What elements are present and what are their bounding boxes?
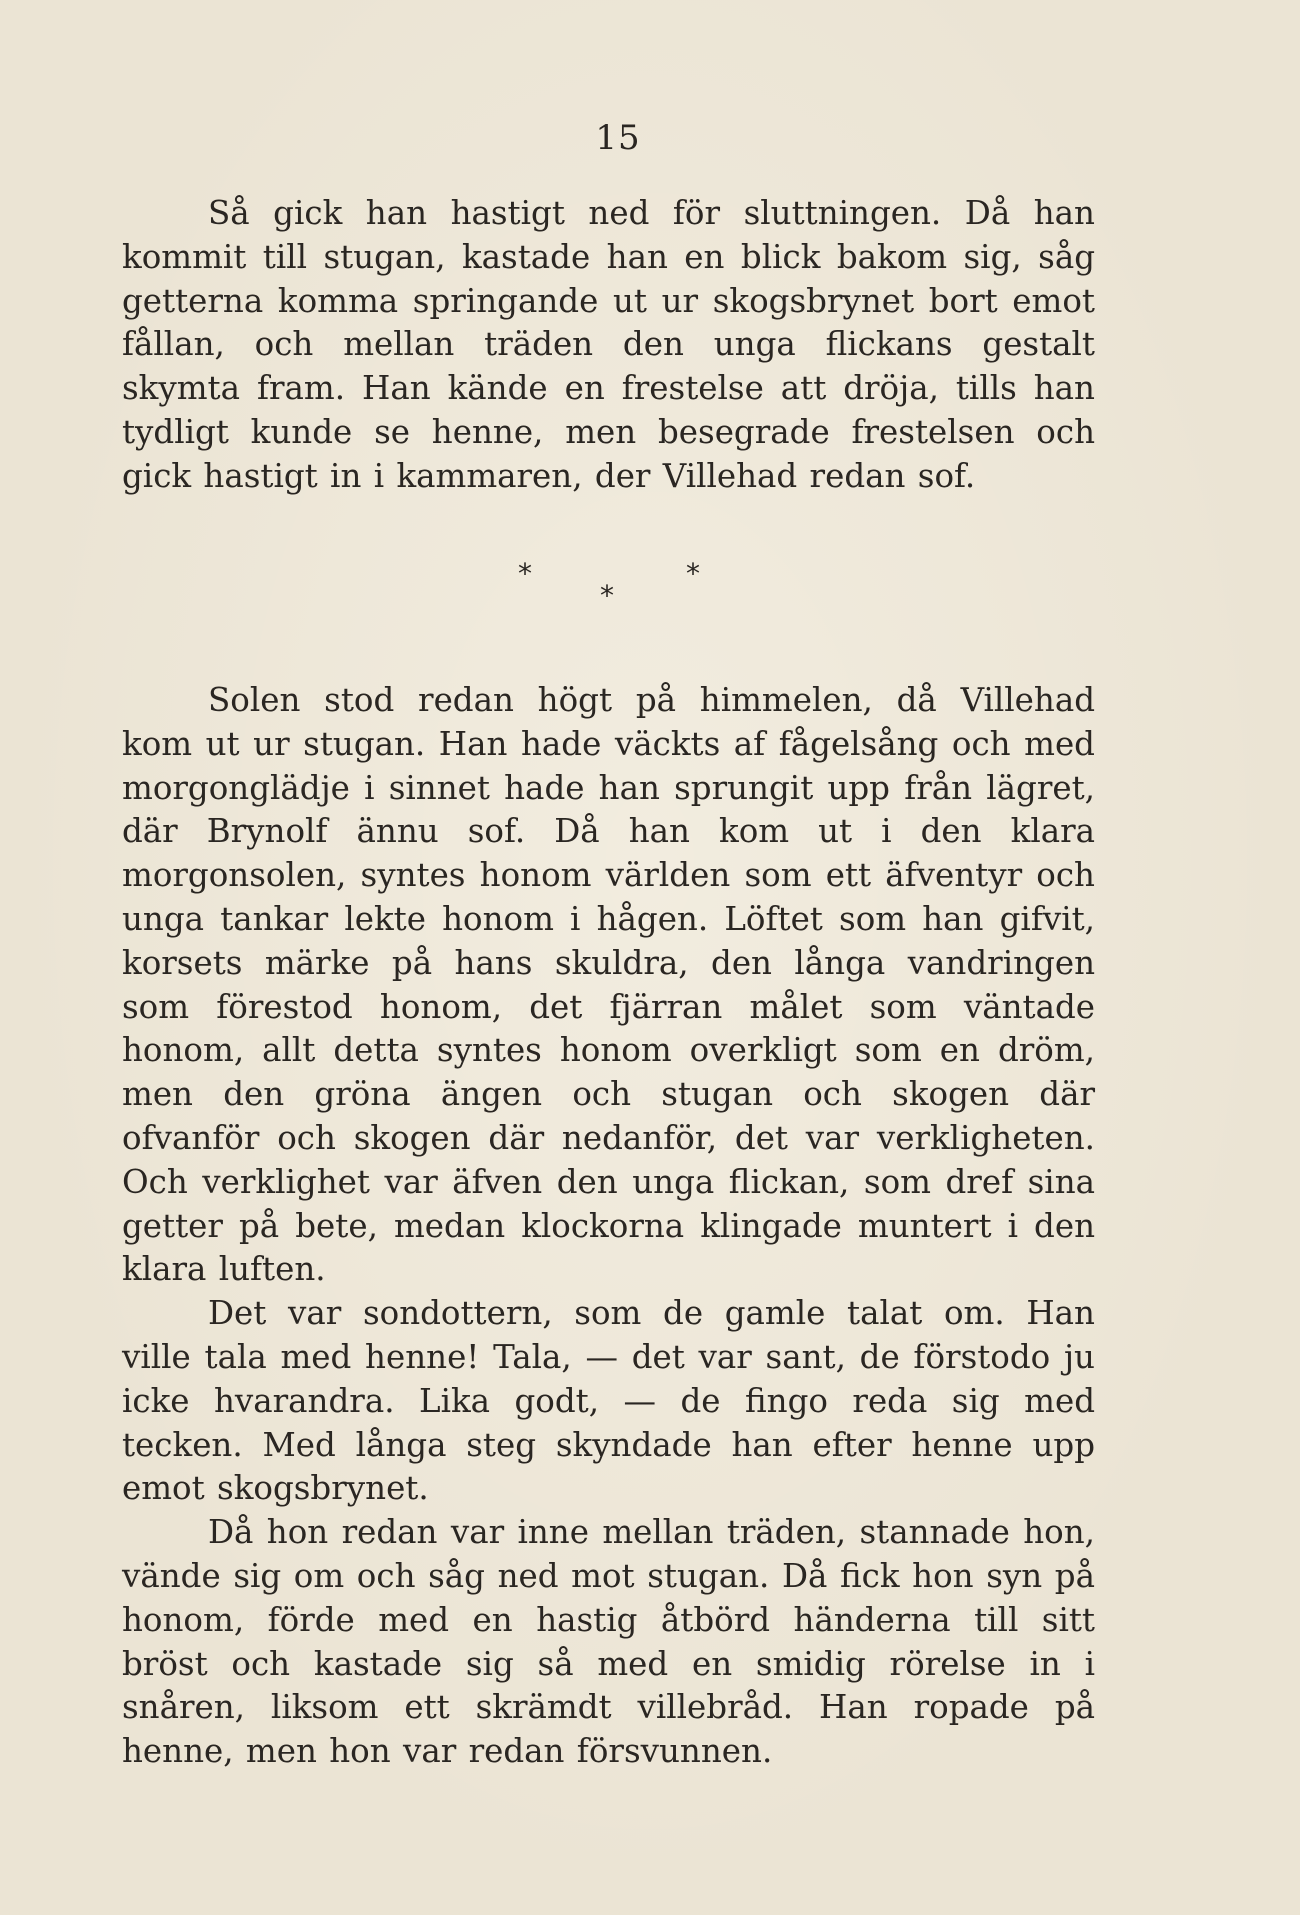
section-2 [122, 679, 1095, 1774]
paragraph: Solen stod redan högt på himmelen, då Villehad kom ut ur stugan. Han hade väckts af fågelsång och med morgonglädje i sinnet hade han sprungit upp från lägret, där Brynolf ännu sof. Då han kom ut i den klara morgonsolen, syntes honom världen som ett äfventyr och unga tankar lekte honom i hågen. Löftet som han gifvit, korsets märke på hans skuldra, den långa vandringen som förestod honom, det fjärran målet som väntade honom, allt detta syntes honom overkligt som en dröm, men den gröna ängen och stugan och skogen där ofvanför och skogen där nedanför, det var verkligheten. Och verklighet var äfven den unga flickan, som dref sina getter på bete, medan klockorna klingade muntert i den klara luften. [122, 681, 1095, 1289]
paragraph: Då hon redan var inne mellan träden, stannade hon, vände sig om och såg ned mot stugan. Då fick hon syn på honom, förde med en hastig åtbörd händerna till sitt bröst och kastade sig så med en smidig rörelse in i snåren, liksom ett skrämdt villebråd. Han ropade på henne, men hon var redan försvunnen. [122, 1513, 1095, 1771]
paragraph: Så gick han hastigt ned för sluttningen. Då han kommit till stugan, kastade han en blick bakom sig, såg getterna komma springande ut ur skogsbrynet bort emot fållan, och mellan träden den unga flickans gestalt skymta fram. Han kände en frestelse att dröja, tills han tydligt kunde se henne, men besegrade frestelsen och gick hastigt in i kammaren, der Villehad redan sof. [122, 194, 1095, 495]
asterisk-right: * [686, 557, 700, 590]
paragraph: Det var sondottern, som de gamle talat om. Han ville tala med henne! Tala, — det var sant, de förstodo ju icke hvarandra. Lika godt, — de fingo reda sig med tecken. Med långa steg skyndade han efter henne upp emot skogsbrynet. [122, 1294, 1095, 1508]
asterisk-left: * [518, 557, 532, 590]
section-1 [122, 192, 1095, 499]
page-number: 15 [595, 118, 641, 158]
asterisk-middle: * [600, 579, 614, 612]
